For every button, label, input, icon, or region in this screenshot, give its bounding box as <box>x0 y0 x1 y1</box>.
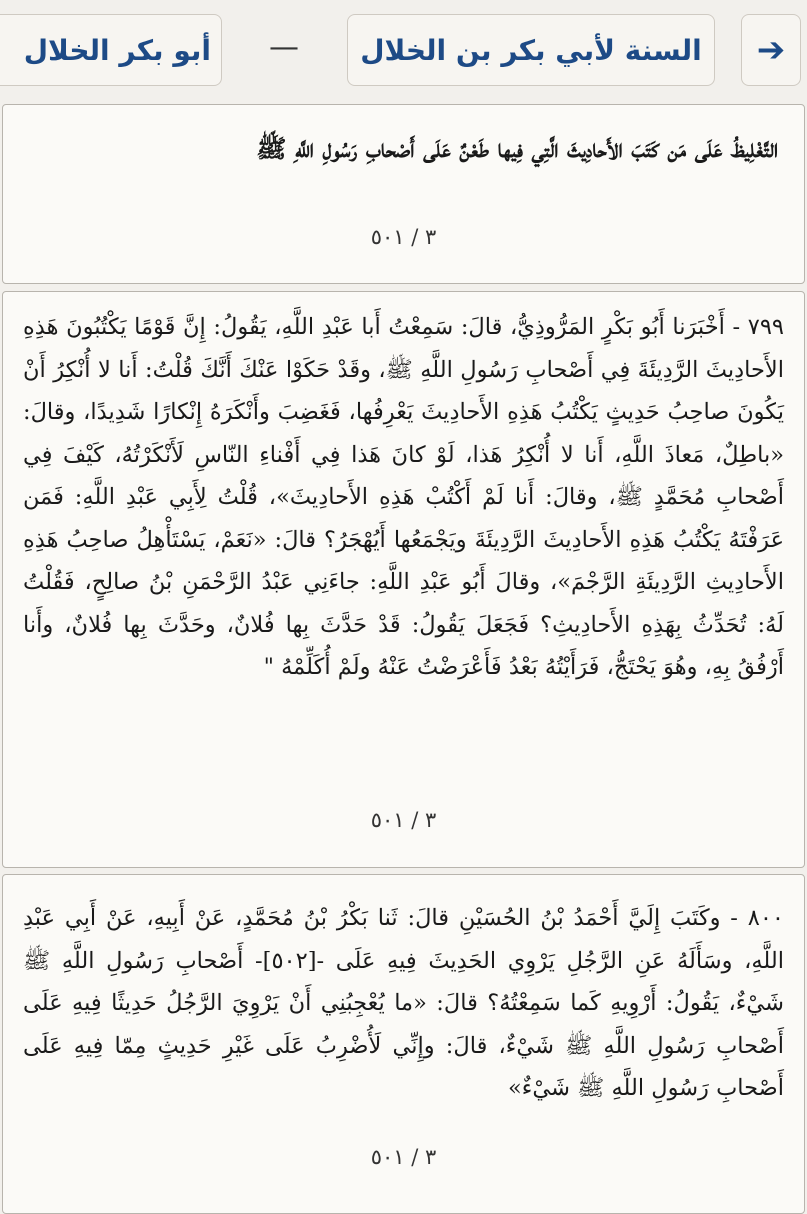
chapter-card <box>2 104 805 284</box>
arrow-right-icon: ➔ <box>756 30 786 70</box>
chapter-heading: التَّغْلِيظُ عَلَى مَن كَتَبَ الأَحادِيثَ الَّتِي فِيها طَعْنٌ عَلَى أَصْحابِ رَسُولِ اللَّهِ ﷺ <box>256 134 778 163</box>
top-navigation-bar <box>0 0 807 102</box>
back-button[interactable] <box>741 14 801 86</box>
author-name: أبو بكر الخلال <box>23 33 211 67</box>
breadcrumb-separator: — <box>269 30 299 65</box>
hadith-card <box>2 291 805 868</box>
page-reference[interactable]: ٣ / ٥٠١ <box>370 808 437 832</box>
page-reference[interactable]: ٣ / ٥٠١ <box>370 225 437 249</box>
book-title-button[interactable] <box>347 14 715 86</box>
hadith-text: ٧٩٩ - أَخْبَرَنا أَبُو بَكْرٍ المَرُّوذِيُّ، قالَ: سَمِعْتُ أَبا عَبْدِ اللَّهِ، يَقُولُ: إِنَّ قَوْمًا يَكْتُبُونَ هَذِهِ الأَحادِيثَ الرَّدِيئَةَ فِي أَصْحابِ رَسُولِ اللَّهِ ﷺ، وقَدْ حَكَوْا عَنْكَ أَنَّكَ قُلْتُ: أَنا لا أُنْكِرُ أَنْ يَكُونَ صاحِبُ حَدِيثٍ يَكْتُبُ هَذِهِ الأَحادِيثَ يَعْرِفُها، فَغَضِبَ وأَنْكَرَهُ إِنْكارًا شَدِيدًا، وقالَ: «باطِلٌ، مَعاذَ اللَّهِ، أَنا لا أُنْكِرُ هَذا، لَوْ كانَ هَذا فِي أَفْناءِ النّاسِ لَأَنْكَرْتُهُ، كَيْفَ فِي أَصْحابِ مُحَمَّدٍ ﷺ، وقالَ: أَنا لَمْ أَكْتُبْ هَذِهِ الأَحادِيثَ»، قُلْتُ لِأَبِي عَبْدِ اللَّهِ: فَمَن عَرَفْتَهُ يَكْتُبُ هَذِهِ الأَحادِيثَ الرَّدِيئَةَ ويَجْمَعُها أَيُهْجَرُ؟ قالَ: «نَعَمْ، يَسْتَأْهِلُ صاحِبُ هَذِهِ الأَحادِيثِ الرَّدِيئَةِ الرَّجْمَ»، وقالَ أَبُو عَبْدِ اللَّهِ: جاءَنِي عَبْدُ الرَّحْمَنِ بْنُ صالِحٍ، فَقُلْتُ لَهُ: تُحَدِّثُ بِهَذِهِ الأَحادِيثِ؟ فَجَعَلَ يَقُولُ: قَدْ حَدَّثَ بِها فُلانٌ، وحَدَّثَ بِها فُلانٌ، وأَنا أَرْفُقُ بِهِ، وهُوَ يَحْتَجُّ، فَرَأَيْتُهُ بَعْدُ فَأَعْرَضْتُ عَنْهُ ولَمْ أُكَلِّمْهُ " <box>23 314 784 680</box>
page-reference[interactable]: ٣ / ٥٠١ <box>370 1145 437 1169</box>
book-title: السنة لأبي بكر بن الخلال <box>360 33 702 67</box>
hadith-card <box>2 874 805 1214</box>
hadith-text: ٨٠٠ - وكَتَبَ إِلَيَّ أَحْمَدُ بْنُ الحُسَيْنِ قالَ: ثَنا بَكْرُ بْنُ مُحَمَّدٍ، عَنْ أَبِيهِ، عَنْ أَبِي عَبْدِ اللَّهِ، وسَأَلَهُ عَنِ الرَّجُلِ يَرْوِي الحَدِيثَ فِيهِ عَلَى -[٥٠٢]- أَصْحابِ رَسُولِ اللَّهِ ﷺ شَيْءٌ، يَقُولُ: أَرْوِيهِ كَما سَمِعْتُهُ؟ قالَ: «ما يُعْجِبُنِي أَنْ يَرْوِيَ الرَّجُلُ حَدِيثًا فِيهِ عَلَى أَصْحابِ رَسُولِ اللَّهِ ﷺ شَيْءٌ، قالَ: وإِنِّي لَأُضْرِبُ عَلَى غَيْرِ حَدِيثٍ مِمّا فِيهِ عَلَى أَصْحابِ رَسُولِ اللَّهِ ﷺ شَيْءٌ» <box>23 905 784 1101</box>
author-button[interactable] <box>0 14 222 86</box>
